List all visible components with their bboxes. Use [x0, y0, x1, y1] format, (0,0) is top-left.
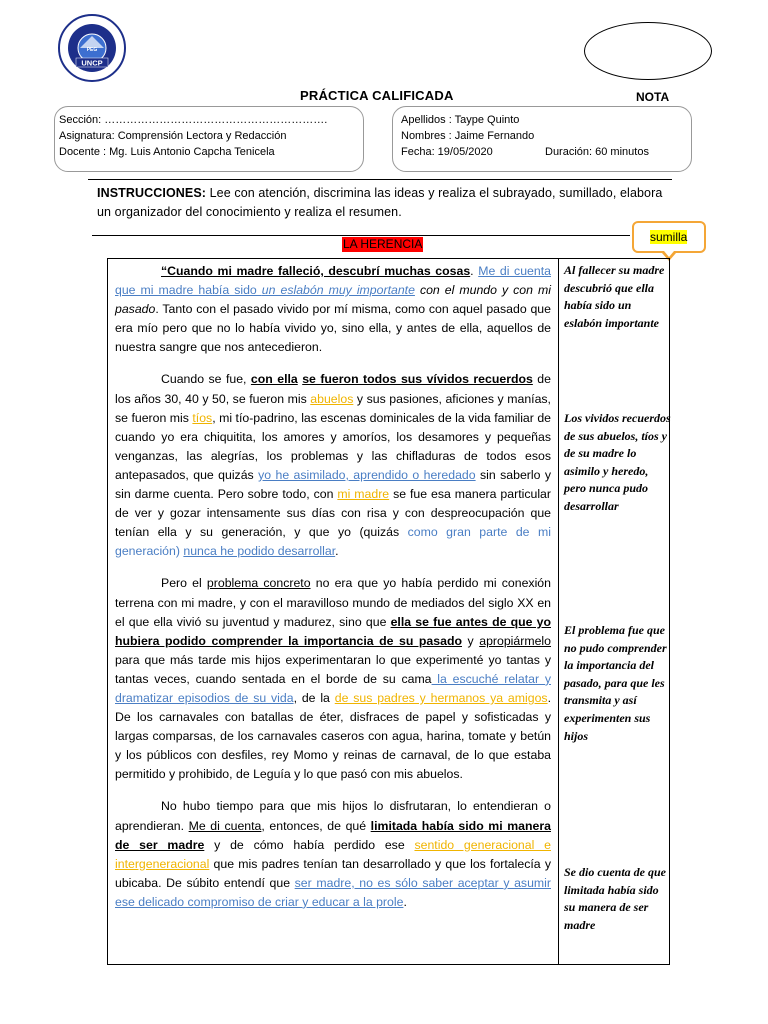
- paragraph-2: Cuando se fue, con ella se fueron todos sus vívidos recuerdos de los años 30, 40 y 50, se fueron mis abuelos y sus pasiones, aficiones y manías, se fueron mis tíos, mi tío-padrino, las escenas dominicales de la vida familiar de cuando yo era chiquitita, los amores y amoríos, los desamores y pequeñas venganzas, las alegrías, los problemas y las chifladuras de todos esos antepasados, que quizás yo he asimilado, aprendido o heredado sin saberlo y sin darme cuenta. Pero sobre todo, con mi madre se fue esa manera particular de ver y gozar intensamente sus días con risa y con despreocupación que tenían ella y su generación, y que yo (quizás como gran parte de mi generación) nunca he podido desarrollar.: [115, 372, 552, 559]
- sumilla-note-2: Los vividos recuerdos de sus abuelos, tíos y de su madre lo asimilo y heredo, pero nunca pudo desarrollar: [564, 411, 671, 513]
- grade-label: NOTA: [636, 90, 670, 104]
- instructions-text: Lee con atención, discrimina las ideas y realiza el subrayado, sumillado, elabora un organizador del conocimiento y realiza el resumen.: [97, 186, 663, 219]
- divider-top: [88, 179, 672, 180]
- instructions-label: INSTRUCCIONES:: [97, 186, 207, 200]
- logo-acronym: UNCP: [81, 58, 103, 68]
- paragraph-3: Pero el problema concreto no era que yo había perdido mi conexión terrena con mi madre, y con el maravilloso mundo de mediados del siglo XX en el que ella vivió su juventud y madurez, sino que ella se fue antes de que yo hubiera podido comprender la importancia de su pasado y apropiármelo para que más tarde mis hijos experimentaran lo que experimenté yo tantas y tantas veces, cuando sentada en el borde de su cama la escuché relatar y dramatizar episodios de su vida, de la de sus padres y hermanos ya amigos. De los carnavales con batallas de éter, disfraces de papel y sofisticadas y largas comparsas, de los carnavales caseros con agua, harina, tomate y betún y los públicos con desfiles, rey Momo y reinas de carnaval, de lo que estaba permitido y prohibido, de Leguía y lo que pasó con mis abuelos.: [115, 576, 552, 782]
- course-info-box: [54, 106, 364, 172]
- paragraph-4: No hubo tiempo para que mis hijos lo disfrutaran, lo entendieran o aprendieran. Me di cuenta, entonces, de qué limitada había sido mi manera de ser madre y de cómo había perdido ese sentido generacional e intergeneracional que mis padres tenían tan desarrollado y que los fortalecía y ubicaba. De súbito entendí que ser madre, no es sólo saber aceptar y asumir ese delicado compromiso de criar y educar a la prole.: [115, 799, 551, 909]
- sumilla-note-1: Al fallecer su madre descubrió que ella había sido un eslabón importante: [564, 263, 665, 330]
- surname-field: Apellidos : Taype Quinto: [401, 114, 520, 126]
- duration-field: Duración: 60 minutos: [545, 146, 649, 158]
- sumilla-note-4: Se dio cuenta de que limitada había sido su manera de ser madre: [564, 865, 666, 932]
- university-logo: [58, 14, 126, 82]
- grade-oval: [584, 22, 712, 80]
- paragraph-1: “Cuando mi madre falleció, descubrí muchas cosas. Me di cuenta que mi madre había sido un eslabón muy importante con el mundo y con mi pasado. Tanto con el pasado vivido por mí misma, como con aquel pasado que era mío pero que no lo había vivido yo, sino ella, y antes de ella, aquellos de nuestra sangre que nos antecedieron.: [115, 264, 551, 355]
- reading-text: [115, 262, 551, 925]
- page-title: PRÁCTICA CALIFICADA: [300, 88, 454, 103]
- teacher-field: Docente : Mg. Luis Antonio Capcha Tenicela: [59, 146, 275, 158]
- sumilla-callout: [632, 221, 706, 253]
- sumilla-label: sumilla: [650, 230, 688, 244]
- sumilla-note-3: El problema fue que no pudo comprender la importancia del pasado, para que les transmita y así experimenten sus hijos: [564, 623, 667, 743]
- section-field: Sección: …………………………………………………….: [59, 114, 328, 126]
- logo-inner: PEG: [86, 47, 98, 53]
- date-field: Fecha: 19/05/2020: [401, 146, 493, 158]
- reading-heading: LA HERENCIA: [343, 237, 423, 251]
- name-field: Nombres : Jaime Fernando: [401, 130, 535, 142]
- student-info-box: [392, 106, 692, 172]
- column-divider: [558, 258, 559, 965]
- instructions: [97, 184, 677, 222]
- divider-bottom: [92, 235, 630, 236]
- subject-field: Asignatura: Comprensión Lectora y Redacción: [59, 130, 287, 142]
